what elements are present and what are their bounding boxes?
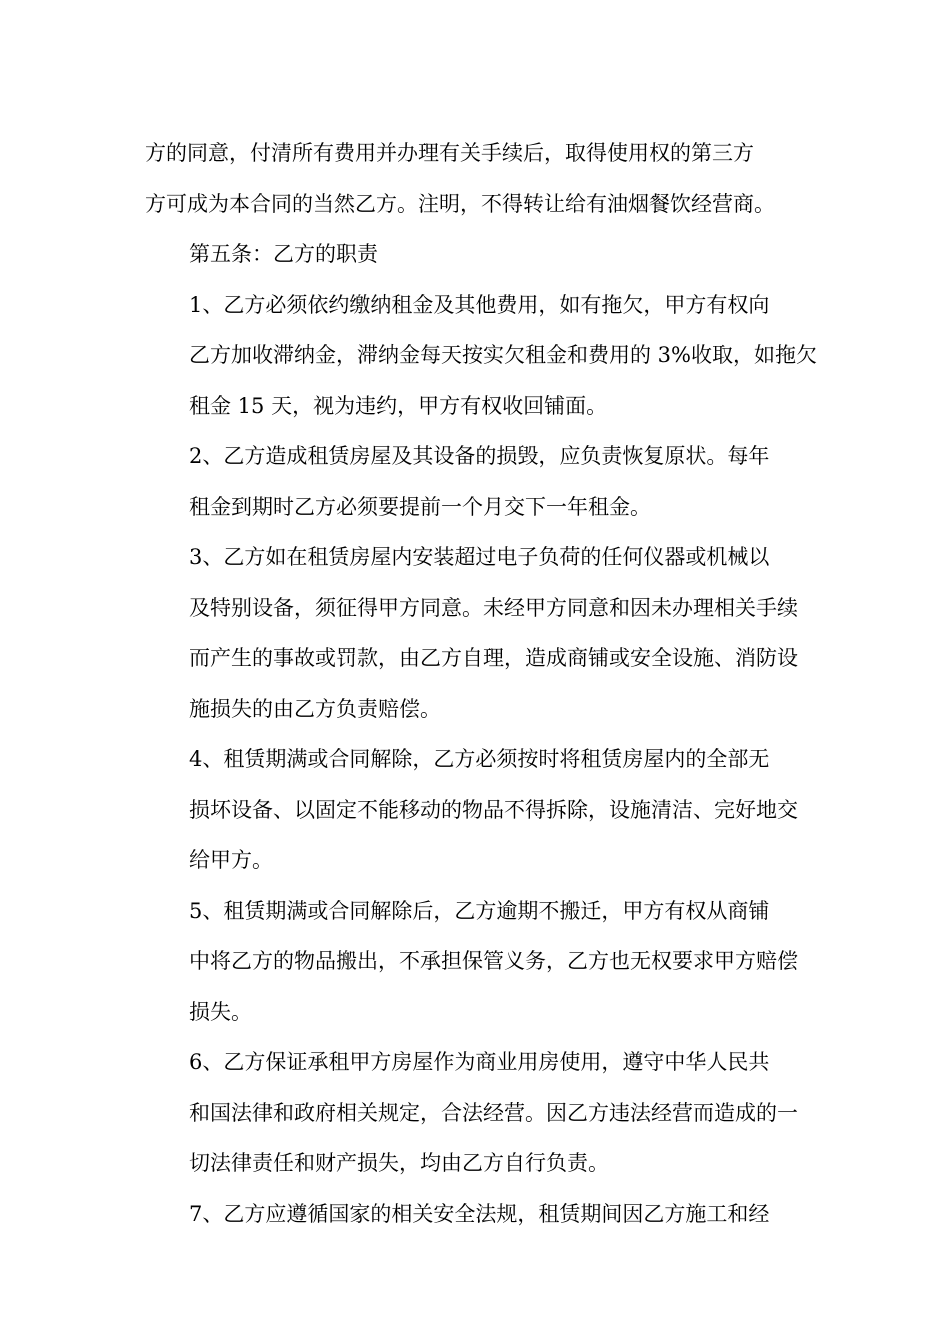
text-line: 施损失的由乙方负责赔偿。 bbox=[189, 696, 441, 721]
clause-4 bbox=[145, 734, 810, 886]
text-line: 切法律责任和财产损失，均由乙方自行负责。 bbox=[189, 1151, 609, 1175]
text-line: 损坏设备、以固定不能移动的物品不得拆除，设施清洁、完好地交 bbox=[189, 797, 798, 822]
text-line: 3、乙方如在租赁房屋内安装超过电子负荷的任何仪器或机械以 bbox=[189, 545, 770, 569]
text-line: 而产生的事故或罚款，由乙方自理，造成商铺或安全设施、消防设 bbox=[189, 646, 798, 670]
text-line: 6、乙方保证承租甲方房屋作为商业用房使用，遵守中华人民共 bbox=[189, 1050, 770, 1074]
clause-5 bbox=[145, 886, 810, 1038]
text-line: 方可成为本合同的当然乙方。注明，不得转让给有油烟餐饮经营商。 bbox=[145, 191, 775, 216]
clause-1 bbox=[145, 280, 817, 432]
paragraph-continuation bbox=[145, 128, 810, 229]
text-line: 中将乙方的物品搬出，不承担保管义务，乙方也无权要求甲方赔偿 bbox=[189, 949, 798, 973]
section-heading-text: 第五条：乙方的职责 bbox=[189, 242, 378, 266]
document-body bbox=[145, 128, 817, 1239]
text-line: 租金到期时乙方必须要提前一个月交下一年租金。 bbox=[189, 494, 651, 519]
text-line: 给甲方。 bbox=[189, 848, 273, 872]
clause-7 bbox=[145, 1189, 810, 1240]
section-heading bbox=[145, 229, 810, 280]
clause-3 bbox=[145, 532, 810, 734]
text-line: 及特别设备，须征得甲方同意。未经甲方同意和因未办理相关手续 bbox=[189, 595, 798, 620]
clause-6 bbox=[145, 1037, 810, 1189]
text-line: 1、乙方必须依约缴纳租金及其他费用，如有拖欠，甲方有权向 bbox=[189, 292, 770, 317]
text-line: 2、乙方造成租赁房屋及其设备的损毁，应负责恢复原状。每年 bbox=[189, 444, 770, 468]
text-line: 4、租赁期满或合同解除，乙方必须按时将租赁房屋内的全部无 bbox=[189, 747, 770, 771]
text-line: 5、租赁期满或合同解除后，乙方逾期不搬迁，甲方有权从商铺 bbox=[189, 898, 770, 923]
text-line: 乙方加收滞纳金，滞纳金每天按实欠租金和费用的 3%收取，如拖欠 bbox=[189, 343, 817, 367]
text-line: 7、乙方应遵循国家的相关安全法规，租赁期间因乙方施工和经 bbox=[189, 1201, 770, 1226]
text-line: 损失。 bbox=[189, 999, 252, 1024]
text-line: 方的同意，付清所有费用并办理有关手续后，取得使用权的第三方 bbox=[145, 141, 754, 165]
text-line: 租金 15 天，视为违约，甲方有权收回铺面。 bbox=[189, 393, 608, 418]
text-line: 和国法律和政府相关规定，合法经营。因乙方违法经营而造成的一 bbox=[189, 1100, 798, 1125]
clause-2 bbox=[145, 431, 810, 532]
